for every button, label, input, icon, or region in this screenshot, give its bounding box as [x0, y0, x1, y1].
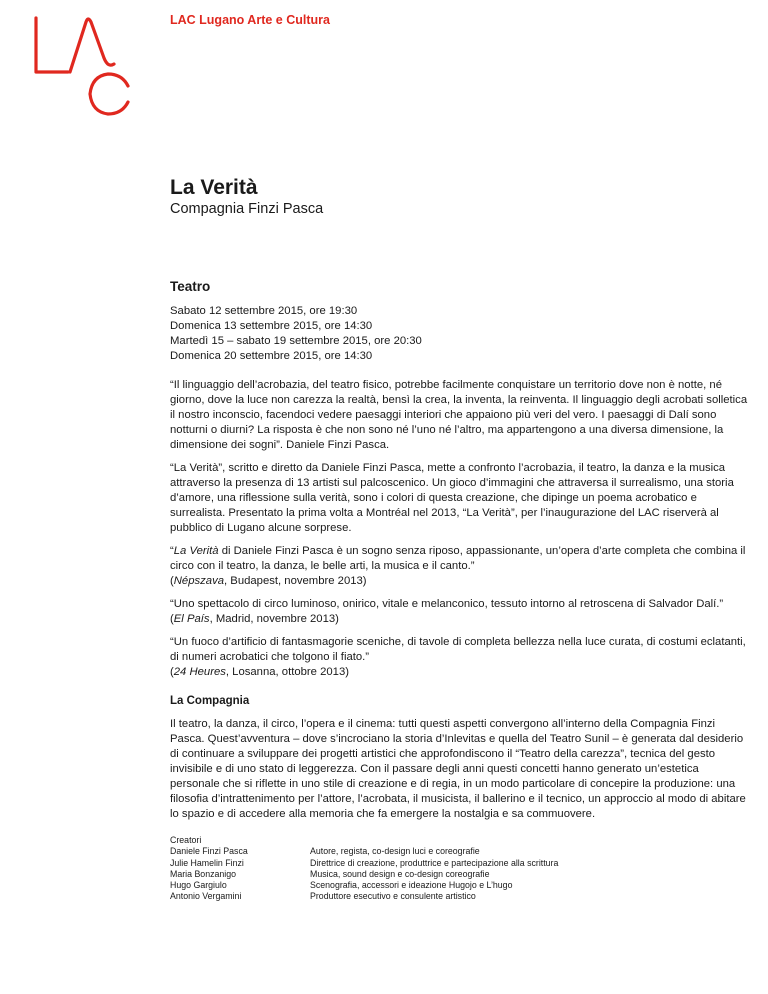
description-paragraph: “La Verità”, scritto e diretto da Daniele Finzi Pasca, mette a confronto l’acrobazia, il teatro, la danza e la musica attraverso la presenza di 13 artisti sul palcoscenico. Un gioco d’immagini che attraversa il surrealismo, una storia d’amore, una riflessione sulla verità, sono i colori di questa creazione, che dipinge un poema acrobatico e surrealista. Presentato la prima volta a Montréal nel 2013, “La Verità”, per l’inaugurazione del LAC riserverà al pubblico di Lugano alcune sorprese.: [170, 462, 734, 534]
press-quote: “Uno spettacolo di circo luminoso, onirico, vitale e melanconico, tessuto intorno al retroscena di Salvador Dalí.” (El País, Madrid, novembre 2013): [170, 598, 724, 625]
credit-role: Produttore esecutivo e consulente artistico: [310, 891, 476, 902]
date-list: [170, 304, 748, 364]
credit-row: [170, 858, 748, 869]
credit-role: Scenografia, accessori e ideazione Hugojo e L’hugo: [310, 880, 513, 891]
company-section-title: La Compagnia: [170, 695, 250, 707]
credit-name: Julie Hamelin Finzi: [170, 857, 244, 868]
date-line: Domenica 13 settembre 2015, ore 14:30: [170, 320, 373, 332]
credit-name: Daniele Finzi Pasca: [170, 846, 248, 857]
date-line: Domenica 20 settembre 2015, ore 14:30: [170, 350, 373, 362]
press-quote: “La Verità di Daniele Finzi Pasca è un sogno senza riposo, appassionante, un’opera d’arte completa che combina il circo con il teatro, la danza, le belle arti, la musica e il canto.” (Népszava, Budapest, novembre 2013): [170, 545, 746, 587]
credit-name: Antonio Vergamini: [170, 891, 242, 902]
credit-row: [170, 869, 748, 880]
credit-role: Autore, regista, co-design luci e coreografie: [310, 846, 480, 857]
quote-title: La Verità: [173, 545, 219, 557]
credit-row: [170, 880, 748, 891]
date-line: Sabato 12 settembre 2015, ore 19:30: [170, 305, 358, 317]
press-quote: “Un fuoco d’artificio di fantasmagorie sceniche, di tavole di completa bellezza nella luce curata, di costumi eclatanti, di numeri acrobatici che tolgono il fiato.” (24 Heures, Losanna, ottobre 2013): [170, 636, 746, 678]
brand-name: LAC Lugano Arte e Cultura: [170, 13, 330, 27]
date-line: Martedì 15 – sabato 19 settembre 2015, ore 20:30: [170, 335, 422, 347]
credits-list: [170, 835, 748, 903]
credit-name: Hugo Gargiulo: [170, 880, 227, 891]
quote-source: El País: [173, 613, 210, 625]
credits-heading: Creatori: [170, 835, 202, 845]
credit-role: Direttrice di creazione, produttrice e partecipazione alla scrittura: [310, 857, 559, 868]
credit-row: [170, 846, 748, 857]
credit-name: Maria Bonzanigo: [170, 868, 237, 879]
company-paragraph: Il teatro, la danza, il circo, l’opera e il cinema: tutti questi aspetti convergono all’interno della Compagnia Finzi Pasca. Quest’avventura – dove s’incrociano la storia d’Inlevitas e quella del Teatro Sunil – è generata dal desiderio di continuare a sviluppare dei progetti artistici che approfondiscono il “Teatro della carezza”, tecnica del gesto invisibile e di uno stato di leggerezza. Con il passare degli anni questi concetti hanno generato un’estetica personale che si riflette in uno stile di creazione e di regia, in un modo particolare di concepire la produzione: una filosofia d’intrattenimento per l’attore, l’acrobata, il musicista, il ballerino e il tecnico, un approccio al modo di abitare lo spazio e di accedere alla memoria che fa emergere la nostalgia e sa commuovere.: [170, 718, 746, 820]
event-title: La Verità: [170, 176, 258, 199]
quote-source: 24 Heures: [173, 666, 226, 678]
section-title: Teatro: [170, 279, 211, 294]
intro-paragraph: “Il linguaggio dell’acrobazia, del teatro fisico, potrebbe facilmente conquistare un territorio dove non è notte, né giorno, dove la luce non carezza la realtà, bensì la crea, la inventa, la reinventa. Il linguaggio degli acrobati solletica il nostro inconscio, facendoci vedere paesaggi interiori che appaiono più veri del vero. I paesaggi di Dalí sono notturni o diurni? La risposta è che non sono né l’uno né l’altro, ma appartengono a una diversa dimensione, la dimensione dei sogni”. Daniele Finzi Pasca.: [170, 379, 748, 451]
quote-source: Népszava: [173, 575, 225, 587]
credit-role: Musica, sound design e co-design coreografie: [310, 868, 490, 879]
lac-logo-icon: [30, 14, 142, 124]
document-body: [170, 176, 748, 903]
credit-row: [170, 891, 748, 902]
company-name: Compagnia Finzi Pasca: [170, 201, 324, 217]
